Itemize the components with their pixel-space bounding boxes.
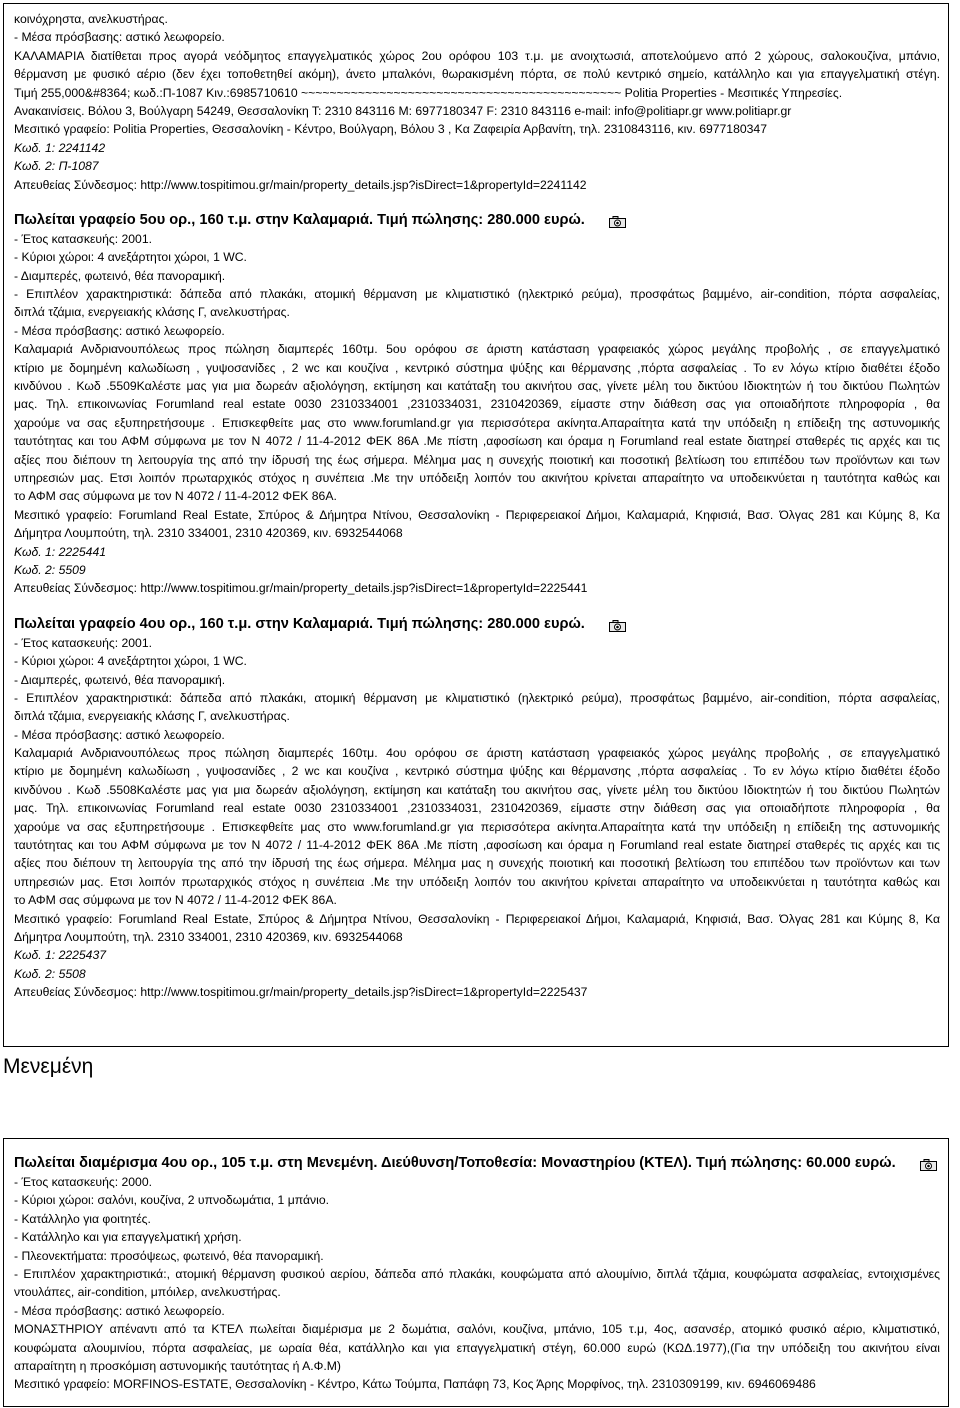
listings-panel-menemeni [3, 1138, 949, 1407]
agency-line: Μεσιτικό γραφείο: MORFINOS-ESTATE, Θεσσαλονίκη - Κέντρο, Κάτω Τούμπα, Παπάφη 73, Κος Άρης Μορφίνος, τηλ. 2310309199, κιν. 6946069486 [14, 1377, 816, 1392]
previous-listing-tail [14, 10, 940, 194]
agency-line: Δήμητρα Λουμπούτη, τηλ. 2310 334001, 2310 420369, κιν. 6932544068 [14, 929, 403, 944]
description-line: μας. Τηλ. επικοινωνίας Forumland real estate 0030 2310334001 ,2310334031, 2310420369, είμαστε στην διάθεση σας για οποιαδήποτε πληροφορία , θα [14, 397, 940, 412]
listing-title[interactable]: Πωλείται γραφείο 4ου ορ., 160 τ.μ. στην Καλαμαριά. Τιμή πώλησης: 280.000 ευρώ. [14, 615, 585, 632]
feature-line: - Κύριοι χώροι: σαλόνι, κουζίνα, 2 υπνοδωμάτια, 1 μπάνιο. [14, 1193, 329, 1208]
code-2: Κωδ. 2: 5509 [14, 562, 86, 577]
description-line: ταυτότητας και του ΑΦΜ σύμφωνα με τον Ν 4072 / 11-4-2012 ΦΕΚ 86Α .Με πίστη ,αφοσίωση και όραμα η Forumland real estate διατηρεί σταθερές τις αρχές και τις [14, 434, 940, 449]
description-line: ταυτότητας και του ΑΦΜ σύμφωνα με τον Ν 4072 / 11-4-2012 ΦΕΚ 86Α .Με πίστη ,αφοσίωση και όραμα η Forumland real estate διατηρεί σταθερές τις αρχές και τις [14, 838, 940, 853]
description-line: Καλαμαριά Ανδριανουπόλεως προς πώληση διαμπερές 160τμ. 4ου ορόφου σε άριστη κατάσταση γραφειακός χώρος μεγάλης προβολής , σε επαγγελματικό [14, 746, 940, 761]
description-line: υπηρεσιών μας. Ετσι λοιπόν πρωταρχικός στόχος η συνέπεια .Με την υπόδειξη λοιπόν του ακινήτου κρίνεται απαραίτητο να υποδεικνύεται η ταυτότητα καθώς και [14, 470, 940, 485]
description-line: ΜΟΝΑΣΤΗΡΙΟΥ απέναντι από τα ΚΤΕΛ πωλείται διαμέρισμα με 2 δωμάτια, σαλόνι, κουζίνα, μπάνιο, 105 τ.μ, 4ος, ασανσέρ, ατομικό φυσικό αέριο, κλιματιστικό, [14, 1322, 940, 1337]
listing-header[interactable] [14, 1153, 940, 1173]
description-line: κτίριο με δομημένη καλωδίωση , γυψοσανίδες , 2 wc και κουζίνα , κεντρικό σύστημα ψύξης και θέρμανσης ,πόρτα ασφαλείας . Το εν λόγω κτίριο διαθέτει έξοδο [14, 360, 940, 375]
description-line: αξίες που διέπουν τη λειτουργία της από την ίδρυσή της έως σήμερα. Μέλημα μας η συνεχής ποιοτική και ποσοτική βελτίωση του επιπέδου των προϊόντων και των [14, 452, 940, 467]
camera-icon[interactable] [920, 1157, 937, 1169]
feature-line: - Επιπλέον χαρακτηριστικά: δάπεδα από πλακάκι, ατομική θέρμανση με κλιματιστικό (ηλεκτρικό ρεύμα), προσφάτως βαμμένο, air-condition, πόρτα ασφαλείας, [14, 690, 940, 705]
feature-line: ντουλάπες, air-condition, μπόιλερ, ανελκυστήρας. [14, 1285, 281, 1300]
direct-link[interactable]: Απευθείας Σύνδεσμος: http://www.tospitimou.gr/main/property_details.jsp?isDirect=1&propertyId=2225437 [14, 985, 588, 1000]
description-line: το ΑΦΜ σας σύμφωνα με τον Ν 4072 / 11-4-2012 ΦΕΚ 86Α. [14, 893, 337, 908]
listing-apartment-menemeni [14, 1153, 940, 1394]
feature-line: - Κύριοι χώροι: 4 ανεξάρτητοι χώροι, 1 WC. [14, 250, 247, 265]
feature-line: - Μέσα πρόσβασης: αστικό λεωφορείο. [14, 1303, 225, 1318]
listing-header[interactable] [14, 210, 940, 230]
listing-office-4th-floor [14, 614, 940, 1002]
feature-line: - Κατάλληλο για φοιτητές. [14, 1211, 151, 1226]
text-line: Ανακαινίσεις. Βόλου 3, Βούλγαρη 54249, Θεσσαλονίκη Τ: 2310 843116 Μ: 6977180347 F: 2310 843116 e-mail: info@politiapr.gr www.politiapr.gr [14, 103, 792, 118]
direct-link[interactable]: Απευθείας Σύνδεσμος: http://www.tospitimou.gr/main/property_details.jsp?isDirect=1&propertyId=2241142 [14, 177, 587, 192]
feature-line: - Κατάλληλο και για επαγγελματική χρήση. [14, 1230, 242, 1245]
description-line: κτίριο με δομημένη καλωδίωση , γυψοσανίδες , 2 wc και κουζίνα , κεντρικό σύστημα ψύξης και θέρμανσης ,πόρτα ασφαλείας . Το εν λόγω κτίριο διαθέτει έξοδο [14, 764, 940, 779]
description-line: κινδύνου . Κωδ .5509Καλέστε μας για μια δωρεάν αξιολόγηση, εκτίμηση και κατάταξη του ακινήτου σας, γίνετε μέλη του δικτύου Ιδιοκτητών ή του δικτύου Πωλητών [14, 379, 940, 394]
description-line: κουφώματα αλουμινίου, πόρτα ασφαλείας, με ωραία θέα, κατάλληλο και για επαγγελματική στέγη, 60.000 ευρώ (ΚΩΔ.1977),(Για την υπόδειξη του ακινήτου είναι [14, 1340, 940, 1355]
text-line: Τιμή 255,000&#8364; κωδ.:Π-1087 Κιν.:6985710610 ~~~~~~~~~~~~~~~~~~~~~~~~~~~~~~~~~~~~~~~~~~~~~ Politia Properties - Μεσιτικές Υπηρεσίες. [14, 85, 843, 100]
feature-line: - Πλεονεκτήματα: προσόψεως, φωτεινό, θέα πανοραμική. [14, 1248, 324, 1263]
feature-line: - Μέσα πρόσβασης: αστικό λεωφορείο. [14, 323, 225, 338]
listing-title[interactable]: Πωλείται γραφείο 5ου ορ., 160 τ.μ. στην Καλαμαριά. Τιμή πώλησης: 280.000 ευρώ. [14, 211, 585, 228]
description-line: απαραίτητη η προσκόμιση αστυνομικής ταυτότητας ή Α.Φ.Μ) [14, 1358, 341, 1373]
feature-line: - Επιπλέον χαρακτηριστικά:, ατομική θέρμανση φυσικού αερίου, δάπεδα από πλακάκι, κουφώματα από αλουμίνιο, διπλά τζάμια, κουφώματα ασφαλείας, εντοιχισμένες [14, 1266, 940, 1281]
listing-header[interactable] [14, 614, 940, 634]
text-line: κοινόχρηστα, ανελκυστήρας. [14, 12, 168, 26]
camera-icon[interactable] [609, 214, 626, 226]
listing-title[interactable]: Πωλείται διαμέρισμα 4ου ορ., 105 τ.μ. στη Μενεμένη. Διεύθυνση/Τοποθεσία: Μοναστηρίου (ΚΤΕΛ). Τιμή πώλησης: 60.000 ευρώ. [14, 1155, 896, 1171]
description-line: το ΑΦΜ σας σύμφωνα με τον Ν 4072 / 11-4-2012 ΦΕΚ 86Α. [14, 489, 337, 504]
code-2: Κωδ. 2: 5508 [14, 966, 86, 981]
direct-link[interactable]: Απευθείας Σύνδεσμος: http://www.tospitimou.gr/main/property_details.jsp?isDirect=1&propertyId=2225441 [14, 581, 588, 596]
code-2: Κωδ. 2: Π-1087 [14, 159, 99, 174]
code-1: Κωδ. 1: 2225437 [14, 948, 107, 963]
feature-line: - Έτος κατασκευής: 2000. [14, 1175, 152, 1189]
camera-icon[interactable] [609, 618, 626, 630]
text-line: ΚΑΛΑΜΑΡΙΑ διατίθεται προς αγορά νεόδμητος επαγγελματικός χώρος 2ου ορόφου 103 τ.μ. με ανοιχτωσιά, αποτελούμενο από 2 χώρους, σαλοκουζίνα, μπάνιο, [14, 48, 940, 63]
code-1: Κωδ. 1: 2241142 [14, 140, 106, 155]
panel-content [14, 1153, 940, 1394]
feature-line: - Μέσα πρόσβασης: αστικό λεωφορείο. [14, 727, 225, 742]
region-heading: Μενεμένη [3, 1055, 94, 1078]
listing-office-5th-floor [14, 210, 940, 598]
agency-line: Μεσιτικό γραφείο: Politia Properties, Θεσσαλονίκη - Κέντρο, Βούλγαρη, Βόλου 3 , Κα Ζαφειρία Αρβανίτη, τηλ. 2310843116, κιν. 6977180347 [14, 122, 767, 137]
description-line: υπηρεσιών μας. Ετσι λοιπόν πρωταρχικός στόχος η συνέπεια .Με την υπόδειξη λοιπόν του ακινήτου κρίνεται απαραίτητο να υποδεικνύεται η ταυτότητα καθώς και [14, 874, 940, 889]
description-line: χαρούμε να σας εξυπηρετήσουμε . Επισκεφθείτε μας στο www.forumland.gr για περισσότερα ακίνητα.Απαραίτητα κατά την υπόδειξη η επίδειξη της αστυνομικής [14, 819, 940, 834]
description-line: χαρούμε να σας εξυπηρετήσουμε . Επισκεφθείτε μας στο www.forumland.gr για περισσότερα ακίνητα.Απαραίτητα κατά την υπόδειξη η επίδειξη της αστυνομικής [14, 415, 940, 430]
text-line: - Μέσα πρόσβασης: αστικό λεωφορείο. [14, 30, 225, 45]
code-1: Κωδ. 1: 2225441 [14, 544, 107, 559]
feature-line: - Διαμπερές, φωτεινό, θέα πανοραμική. [14, 672, 226, 687]
description-line: Καλαμαριά Ανδριανουπόλεως προς πώληση διαμπερές 160τμ. 5ου ορόφου σε άριστη κατάσταση γραφειακός χώρος μεγάλης προβολής , σε επαγγελματικό [14, 342, 940, 357]
agency-line: Μεσιτικό γραφείο: Forumland Real Estate, Σπύρος & Δήμητρα Ντίνου, Θεσσαλονίκη - Περιφερειακοί Δήμοι, Καλαμαριά, Κηφισιά, Βασ. Όλγας 281 και Κύμης 8, Κα [14, 507, 940, 522]
feature-line: - Κύριοι χώροι: 4 ανεξάρτητοι χώροι, 1 WC. [14, 654, 247, 669]
feature-line: διπλά τζάμια, ενεργειακής κλάσης Γ, ανελκυστήρας. [14, 305, 290, 320]
feature-line: - Διαμπερές, φωτεινό, θέα πανοραμική. [14, 268, 226, 283]
feature-line: - Επιπλέον χαρακτηριστικά: δάπεδα από πλακάκι, ατομική θέρμανση με κλιματιστικό (ηλεκτρικό ρεύμα), προσφάτως βαμμένο, air-condition, πόρτα ασφαλείας, [14, 287, 940, 302]
panel-content [14, 10, 940, 1002]
agency-line: Μεσιτικό γραφείο: Forumland Real Estate, Σπύρος & Δήμητρα Ντίνου, Θεσσαλονίκη - Περιφερειακοί Δήμοι, Καλαμαριά, Κηφισιά, Βασ. Όλγας 281 και Κύμης 8, Κα [14, 911, 940, 926]
description-line: μας. Τηλ. επικοινωνίας Forumland real estate 0030 2310334001 ,2310334031, 2310420369, είμαστε στην διάθεση σας για οποιαδήποτε πληροφορία , θα [14, 801, 940, 816]
feature-line: διπλά τζάμια, ενεργειακής κλάσης Γ, ανελκυστήρας. [14, 709, 290, 724]
feature-line: - Έτος κατασκευής: 2001. [14, 231, 152, 246]
agency-line: Δήμητρα Λουμπούτη, τηλ. 2310 334001, 2310 420369, κιν. 6932544068 [14, 526, 403, 541]
description-line: κινδύνου . Κωδ .5508Καλέστε μας για μια δωρεάν αξιολόγηση, εκτίμηση και κατάταξη του ακινήτου σας, γίνετε μέλη του δικτύου Ιδιοκτητών ή του δικτύου Πωλητών [14, 782, 940, 797]
text-line: θέρμανση με φυσικό αέριο (δεν έχει τοποθετηθεί ακόμη), άνετο μπαλκόνι, θωρακισμένη πόρτα, σε πολύ κεντρικό σημείο, κατάλληλο και για επαγγελματική στέγη. [14, 67, 940, 82]
feature-line: - Έτος κατασκευής: 2001. [14, 635, 152, 650]
description-line: αξίες που διέπουν τη λειτουργία της από την ίδρυσή της έως σήμερα. Μέλημα μας η συνεχής ποιοτική και ποσοτική βελτίωση του επιπέδου των προϊόντων και των [14, 856, 940, 871]
listings-panel-top [3, 3, 949, 1047]
